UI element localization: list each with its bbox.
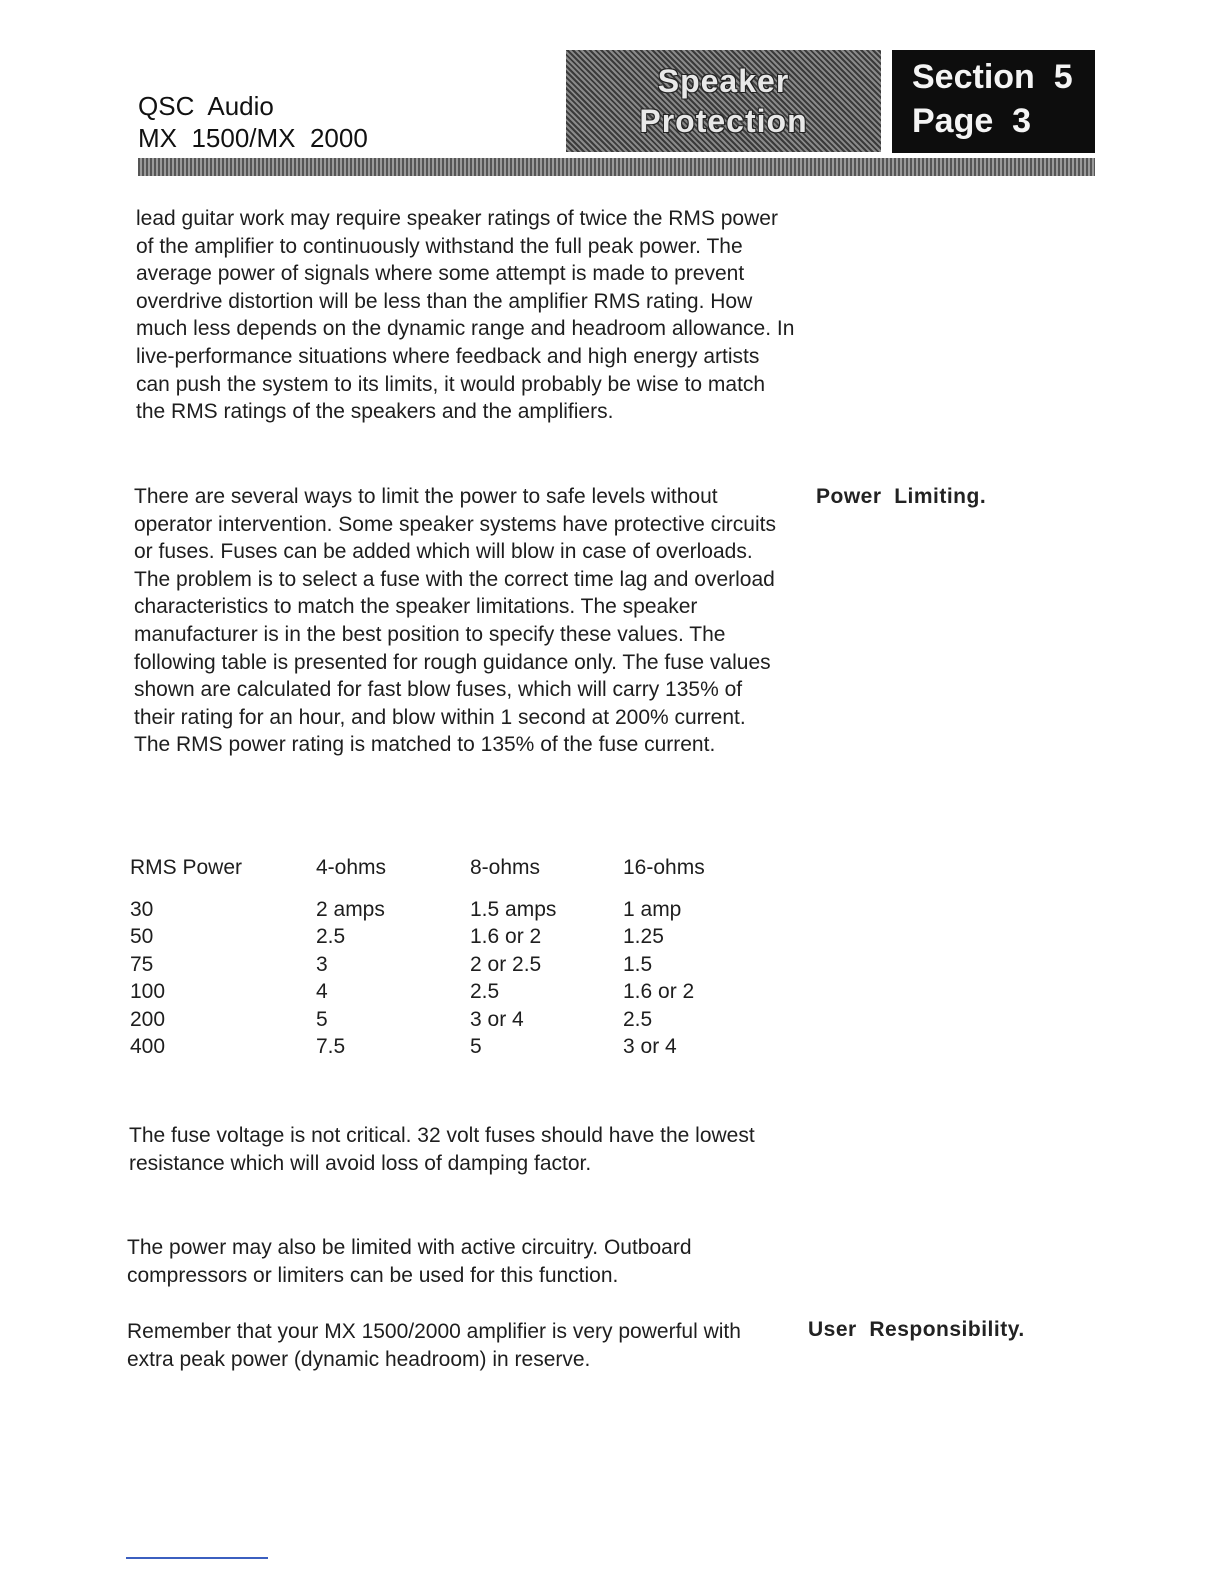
paragraph-active-circuitry: The power may also be limited with active circuitry. Outboard compressors or limiters can be used for this function. — [127, 1236, 692, 1287]
table-cell: 75 — [130, 952, 154, 976]
table-header-row — [130, 854, 750, 882]
table-row — [130, 896, 750, 924]
section-label: Section 5 — [912, 58, 1073, 96]
section-banner — [566, 50, 881, 152]
table-cell: 1.6 or 2 — [623, 980, 695, 1004]
table-cell: 4 — [316, 980, 328, 1004]
table-row — [130, 924, 750, 952]
table-cell: 100 — [130, 980, 166, 1004]
table-cell: 3 — [316, 952, 328, 976]
banner-line-2: Protection — [639, 103, 808, 139]
table-cell: 400 — [130, 1035, 166, 1059]
table-cell: 3 or 4 — [470, 1007, 524, 1031]
table-cell: 50 — [130, 925, 154, 949]
table-cell: 1.5 amps — [470, 897, 557, 921]
table-row — [130, 979, 750, 1007]
side-heading-power-limiting: Power Limiting. — [816, 485, 987, 508]
paragraph-user-responsibility: Remember that your MX 1500/2000 amplifier is very powerful with extra peak power (dynamic headroom) in reserve. — [127, 1320, 741, 1371]
company-name: QSC Audio — [138, 91, 274, 121]
table-cell: 2.5 — [470, 980, 500, 1004]
table-cell: 200 — [130, 1007, 166, 1031]
table-header-cell: 8-ohms — [470, 856, 541, 879]
page-label: Page 3 — [912, 102, 1032, 140]
fuse-table — [130, 854, 750, 1061]
table-cell: 1.5 — [623, 952, 653, 976]
section-page-box — [892, 50, 1095, 153]
table-header-cell: 16-ohms — [623, 856, 705, 879]
table-cell: 2.5 — [623, 1007, 653, 1031]
table-cell: 2 amps — [316, 897, 385, 921]
table-cell: 1.25 — [623, 925, 664, 949]
table-cell: 7.5 — [316, 1035, 346, 1059]
table-cell: 2 or 2.5 — [470, 952, 542, 976]
table-row — [130, 1006, 750, 1034]
document-header — [138, 90, 368, 154]
table-cell: 1 amp — [623, 897, 682, 921]
table-cell: 5 — [470, 1035, 482, 1059]
paragraph-power-limiting: There are several ways to limit the power to safe levels without operator intervention. Some speaker systems have protective circuits or fuses. Fuses can be added which will blow in case of overloads. The problem is to select a fuse with the correct time lag and overload characteristics to match the speaker limitations. The speaker manufacturer is in the best position to specify these values. The following table is presented for rough guidance only. The fuse values shown are calculated for fast blow fuses, which will carry 135% of their rating for an hour, and blow within 1 second at 200% current. The RMS power rating is matched to 135% of the fuse current. — [134, 485, 776, 757]
table-header-cell: RMS Power — [130, 856, 243, 879]
model-name: MX 1500/MX 2000 — [138, 123, 368, 153]
paragraph-fuse-voltage: The fuse voltage is not critical. 32 volt fuses should have the lowest resistance which will avoid loss of damping factor. — [129, 1124, 755, 1175]
header-rule — [138, 158, 1095, 176]
table-row — [130, 951, 750, 979]
table-cell: 2.5 — [316, 925, 346, 949]
table-cell: 5 — [316, 1007, 328, 1031]
table-cell: 1.6 or 2 — [470, 925, 542, 949]
side-heading-user-responsibility: User Responsibility. — [808, 1318, 1025, 1341]
footer-line — [126, 1557, 268, 1559]
table-cell: 3 or 4 — [623, 1035, 677, 1059]
table-header-cell: 4-ohms — [316, 856, 387, 879]
table-cell: 30 — [130, 897, 154, 921]
table-row — [130, 1034, 750, 1062]
paragraph-1: lead guitar work may require speaker ratings of twice the RMS power of the amplifier to continuously withstand the full peak power. The average power of signals where some attempt is made to prevent overdrive distortion will be less than the amplifier RMS rating. How much less depends on the dynamic range and headroom allowance. In live-performance situations where feedback and high energy artists can push the system to its limits, it would probably be wise to match the RMS ratings of the speakers and the amplifiers. — [136, 207, 795, 424]
banner-line-1: Speaker — [657, 63, 790, 99]
